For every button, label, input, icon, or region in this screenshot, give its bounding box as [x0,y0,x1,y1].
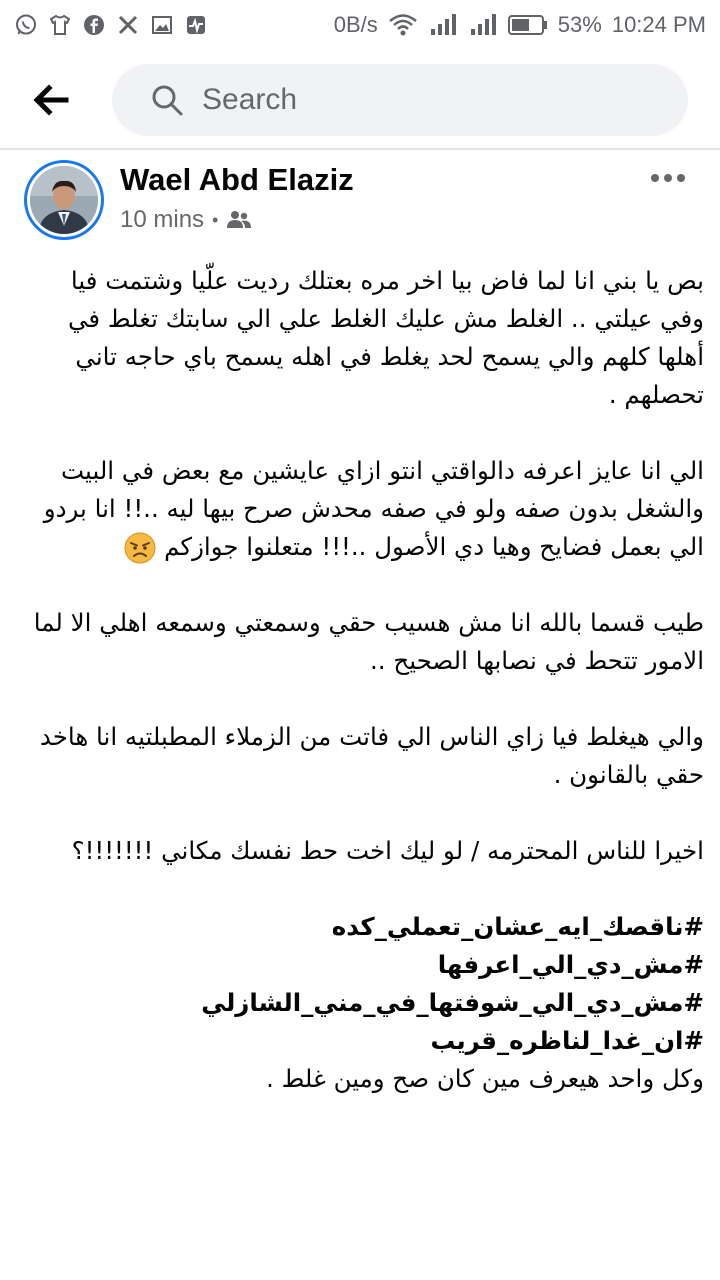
post-meta [120,206,252,234]
shirt-icon [48,13,72,37]
x-icon [116,13,140,37]
gallery-icon [150,13,174,37]
more-options-button[interactable] [640,160,696,196]
post-paragraph: الي انا عايز اعرفه دالواقتي انتو ازاي عايشين مع بعض في البيت والشغل بدون صفه ولو في صفه محدش صرح بيها ليه ..!! انا بردو الي بعمل فضايح وهيا دي الأصول ..!!! متعلنوا جوازكم [43,456,704,561]
angry-face-icon [124,532,156,564]
profile-photo [30,166,98,234]
author-name[interactable]: Wael Abd Elaziz [120,162,354,197]
hashtag-link[interactable]: #مش_دي_الي_اعرفها [437,950,704,979]
search-bar[interactable] [112,64,688,136]
top-bar [0,50,720,150]
signal-icon-2 [468,13,498,37]
signal-icon-1 [428,13,458,37]
post-paragraph: طيب قسما بالله انا مش هسيب حقي وسمعتي وسمعه اهلي الا لما الامور تتحط في نصابها الصحيح .. [33,608,704,675]
post-paragraph: بص يا بني انا لما فاض بيا اخر مره بعتلك رديت علّيا وشتمت فيا وفي عيلتي .. الغلط مش عليك الغلط علي الي سابتك تغلط في أهلها كلهم والي يسمح لحد يغلط في اهله يسمح باي حاجه تاني تحصلهم . [67,266,704,409]
search-input[interactable] [200,82,644,118]
separator-dot: • [212,209,219,230]
friends-icon[interactable] [226,210,252,230]
notification-icons [14,13,208,37]
facebook-icon [82,13,106,37]
post-paragraph: اخيرا للناس المحترمه / لو ليك اخت حط نفسك مكاني !!!!!!!؟ [71,836,704,865]
post [0,150,720,1280]
system-indicators [334,12,706,38]
network-speed: 0B/s [333,12,378,37]
post-text [20,262,704,1098]
hashtag-link[interactable]: #ان_غدا_لناظره_قريب [430,1026,704,1055]
post-paragraph-with-emoji [20,452,704,566]
back-button[interactable] [28,78,72,122]
whatsapp-icon [14,13,38,37]
hashtag-list [20,908,704,1098]
clock: 10:24 PM [611,12,706,37]
avatar-image [30,166,98,234]
closing-line: وكل واحد هيعرف مين كان صح ومين غلط . [266,1064,704,1093]
post-paragraph: والي هيغلط فيا زاي الناس الي فاتت من الزملاء المطبلتيه انا هاخد حقي بالقانون . [39,722,704,789]
activity-icon [184,13,208,37]
hashtag-link[interactable]: #ناقصك_ايه_عشان_تعملي_كده [331,912,704,941]
status-bar [0,0,720,50]
author-avatar[interactable] [24,160,104,240]
back-arrow-icon [30,80,70,120]
more-icon [650,173,686,183]
search-icon [150,83,184,117]
battery-icon [508,13,548,37]
battery-percent: 53% [557,12,602,37]
hashtag-link[interactable]: #مش_دي_الي_شوفتها_في_مني_الشازلي [201,988,704,1017]
wifi-icon [388,13,418,37]
post-time[interactable]: 10 mins [120,206,205,233]
